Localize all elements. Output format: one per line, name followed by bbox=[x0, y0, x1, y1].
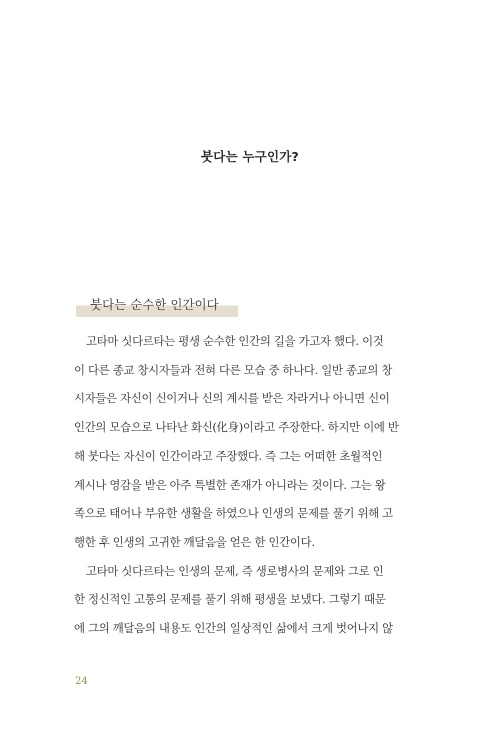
paragraph-2-line-3: 에 그의 깨달음의 내용도 인간의 일상적인 삶에서 크게 벗어나지 않 bbox=[74, 621, 393, 636]
paragraph-2-line-2: 한 정신적인 고통의 문제를 풀기 위해 평생을 보냈다. 그렇기 때문 bbox=[74, 592, 386, 607]
paragraph-1-line-6: 계시나 영감을 받은 아주 특별한 존재가 아니라는 것이다. 그는 왕 bbox=[74, 477, 386, 492]
body-text bbox=[74, 327, 430, 643]
paragraph-1-line-3: 시자들은 자신이 신이거나 신의 계시를 받은 자라거나 아니면 신이 bbox=[74, 391, 390, 406]
page-number: 24 bbox=[75, 676, 88, 687]
section-heading: 붓다는 순수한 인간이다 bbox=[76, 291, 238, 317]
paragraph-1-line-8: 행한 후 인생의 고귀한 깨달음을 얻은 한 인간이다. bbox=[74, 534, 315, 549]
paragraph-1-line-4: 인간의 모습으로 나타난 화신(化身)이라고 주장한다. 하지만 이에 반 bbox=[74, 420, 399, 435]
paragraph-1-line-5: 해 붓다는 자신이 인간이라고 주장했다. 즉 그는 어떠한 초월적인 bbox=[74, 448, 383, 463]
paragraph-1-line-2: 이 다른 종교 창시자들과 전혀 다른 모습 중 하나다. 일반 종교의 창 bbox=[74, 362, 393, 377]
chapter-title: 붓다는 누구인가? bbox=[201, 149, 299, 164]
paragraph-2-line-1: 고타마 싯다르타는 인생의 문제, 즉 생로병사의 문제와 그로 인 bbox=[86, 563, 384, 578]
paragraph-1-line-7: 족으로 태어나 부유한 생활을 하였으나 인생의 문제를 풀기 위해 고 bbox=[74, 506, 393, 521]
paragraph-1-line-1: 고타마 싯다르타는 평생 순수한 인간의 길을 가고자 했다. 이것 bbox=[86, 334, 384, 348]
